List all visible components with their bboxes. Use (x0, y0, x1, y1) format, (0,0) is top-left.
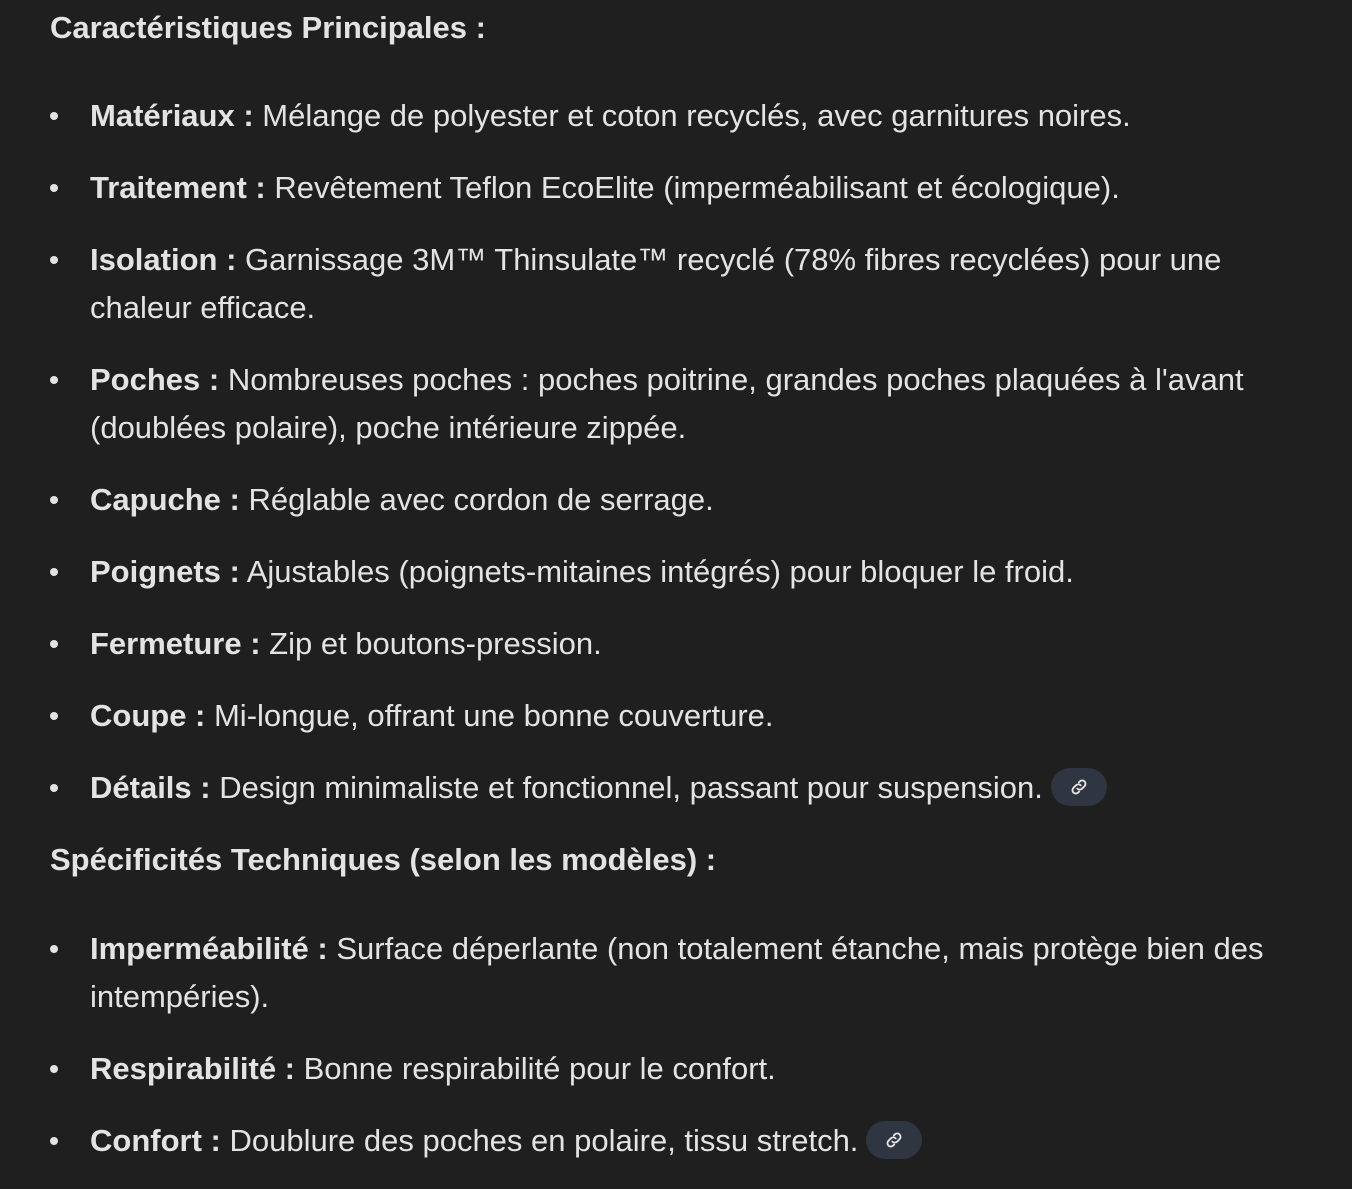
list-item (50, 236, 1330, 332)
list-item (50, 476, 1330, 524)
bullet-icon (50, 376, 58, 384)
bullet-icon (50, 112, 58, 120)
item-term: Respirabilité : (90, 1051, 295, 1086)
item-term: Confort : (90, 1123, 221, 1158)
item-term: Détails : (90, 770, 211, 805)
item-term: Traitement : (90, 170, 266, 205)
item-text: Doublure des poches en polaire, tissu stretch. (220, 1123, 859, 1158)
item-term: Imperméabilité : (90, 931, 328, 966)
link-icon (884, 1130, 904, 1150)
bullet-icon (50, 640, 58, 648)
link-icon (1069, 777, 1089, 797)
list-item (50, 1117, 1330, 1165)
item-text: Garnissage 3M™ Thinsulate™ recyclé (78% fibres recyclées) pour une chaleur efficace. (90, 242, 1222, 325)
item-text: Bonne respirabilité pour le confort. (295, 1051, 776, 1086)
bullet-icon (50, 184, 58, 192)
item-term: Matériaux : (90, 98, 254, 133)
item-text: Ajustables (poignets-mitaines intégrés) pour bloquer le froid. (239, 554, 1074, 589)
list-item (50, 925, 1330, 1021)
list-item (50, 164, 1330, 212)
list-item (50, 620, 1330, 668)
bullet-icon (50, 945, 58, 953)
item-text: Mélange de polyester et coton recyclés, avec garnitures noires. (253, 98, 1131, 133)
caracteristiques-list (50, 92, 1330, 812)
list-item (50, 356, 1330, 452)
response-content (50, 0, 1330, 1189)
list-item (50, 764, 1330, 812)
list-item (50, 92, 1330, 140)
list-item (50, 1045, 1330, 1093)
bullet-icon (50, 784, 58, 792)
item-term: Poignets : (90, 554, 240, 589)
section-heading-specificites: Spécificités Techniques (selon les modèles) : (50, 842, 717, 877)
item-term: Isolation : (90, 242, 237, 277)
bullet-icon (50, 568, 58, 576)
bullet-icon (50, 712, 58, 720)
list-item (50, 692, 1330, 740)
item-term: Fermeture : (90, 626, 261, 661)
item-term: Capuche : (90, 482, 240, 517)
source-link-button[interactable] (866, 1121, 922, 1159)
item-term: Coupe : (90, 698, 206, 733)
item-text: Nombreuses poches : poches poitrine, grandes poches plaquées à l'avant (doublées polaire), poche intérieure zippée. (90, 362, 1244, 445)
item-text: Design minimaliste et fonctionnel, passant pour suspension. (210, 770, 1043, 805)
item-text: Revêtement Teflon EcoElite (imperméabilisant et écologique). (265, 170, 1120, 205)
bullet-icon (50, 1065, 58, 1073)
item-text: Mi-longue, offrant une bonne couverture. (205, 698, 774, 733)
item-term: Poches : (90, 362, 220, 397)
specificites-list (50, 925, 1330, 1165)
item-text: Surface déperlante (non totalement étanche, mais protège bien des intempéries). (90, 931, 1264, 1014)
bullet-icon (50, 1137, 58, 1145)
section-heading-caracteristiques: Caractéristiques Principales : (50, 10, 486, 45)
bullet-icon (50, 496, 58, 504)
source-link-button[interactable] (1051, 768, 1107, 806)
list-item (50, 548, 1330, 596)
item-text: Zip et boutons-pression. (260, 626, 602, 661)
bullet-icon (50, 256, 58, 264)
item-text: Réglable avec cordon de serrage. (239, 482, 714, 517)
